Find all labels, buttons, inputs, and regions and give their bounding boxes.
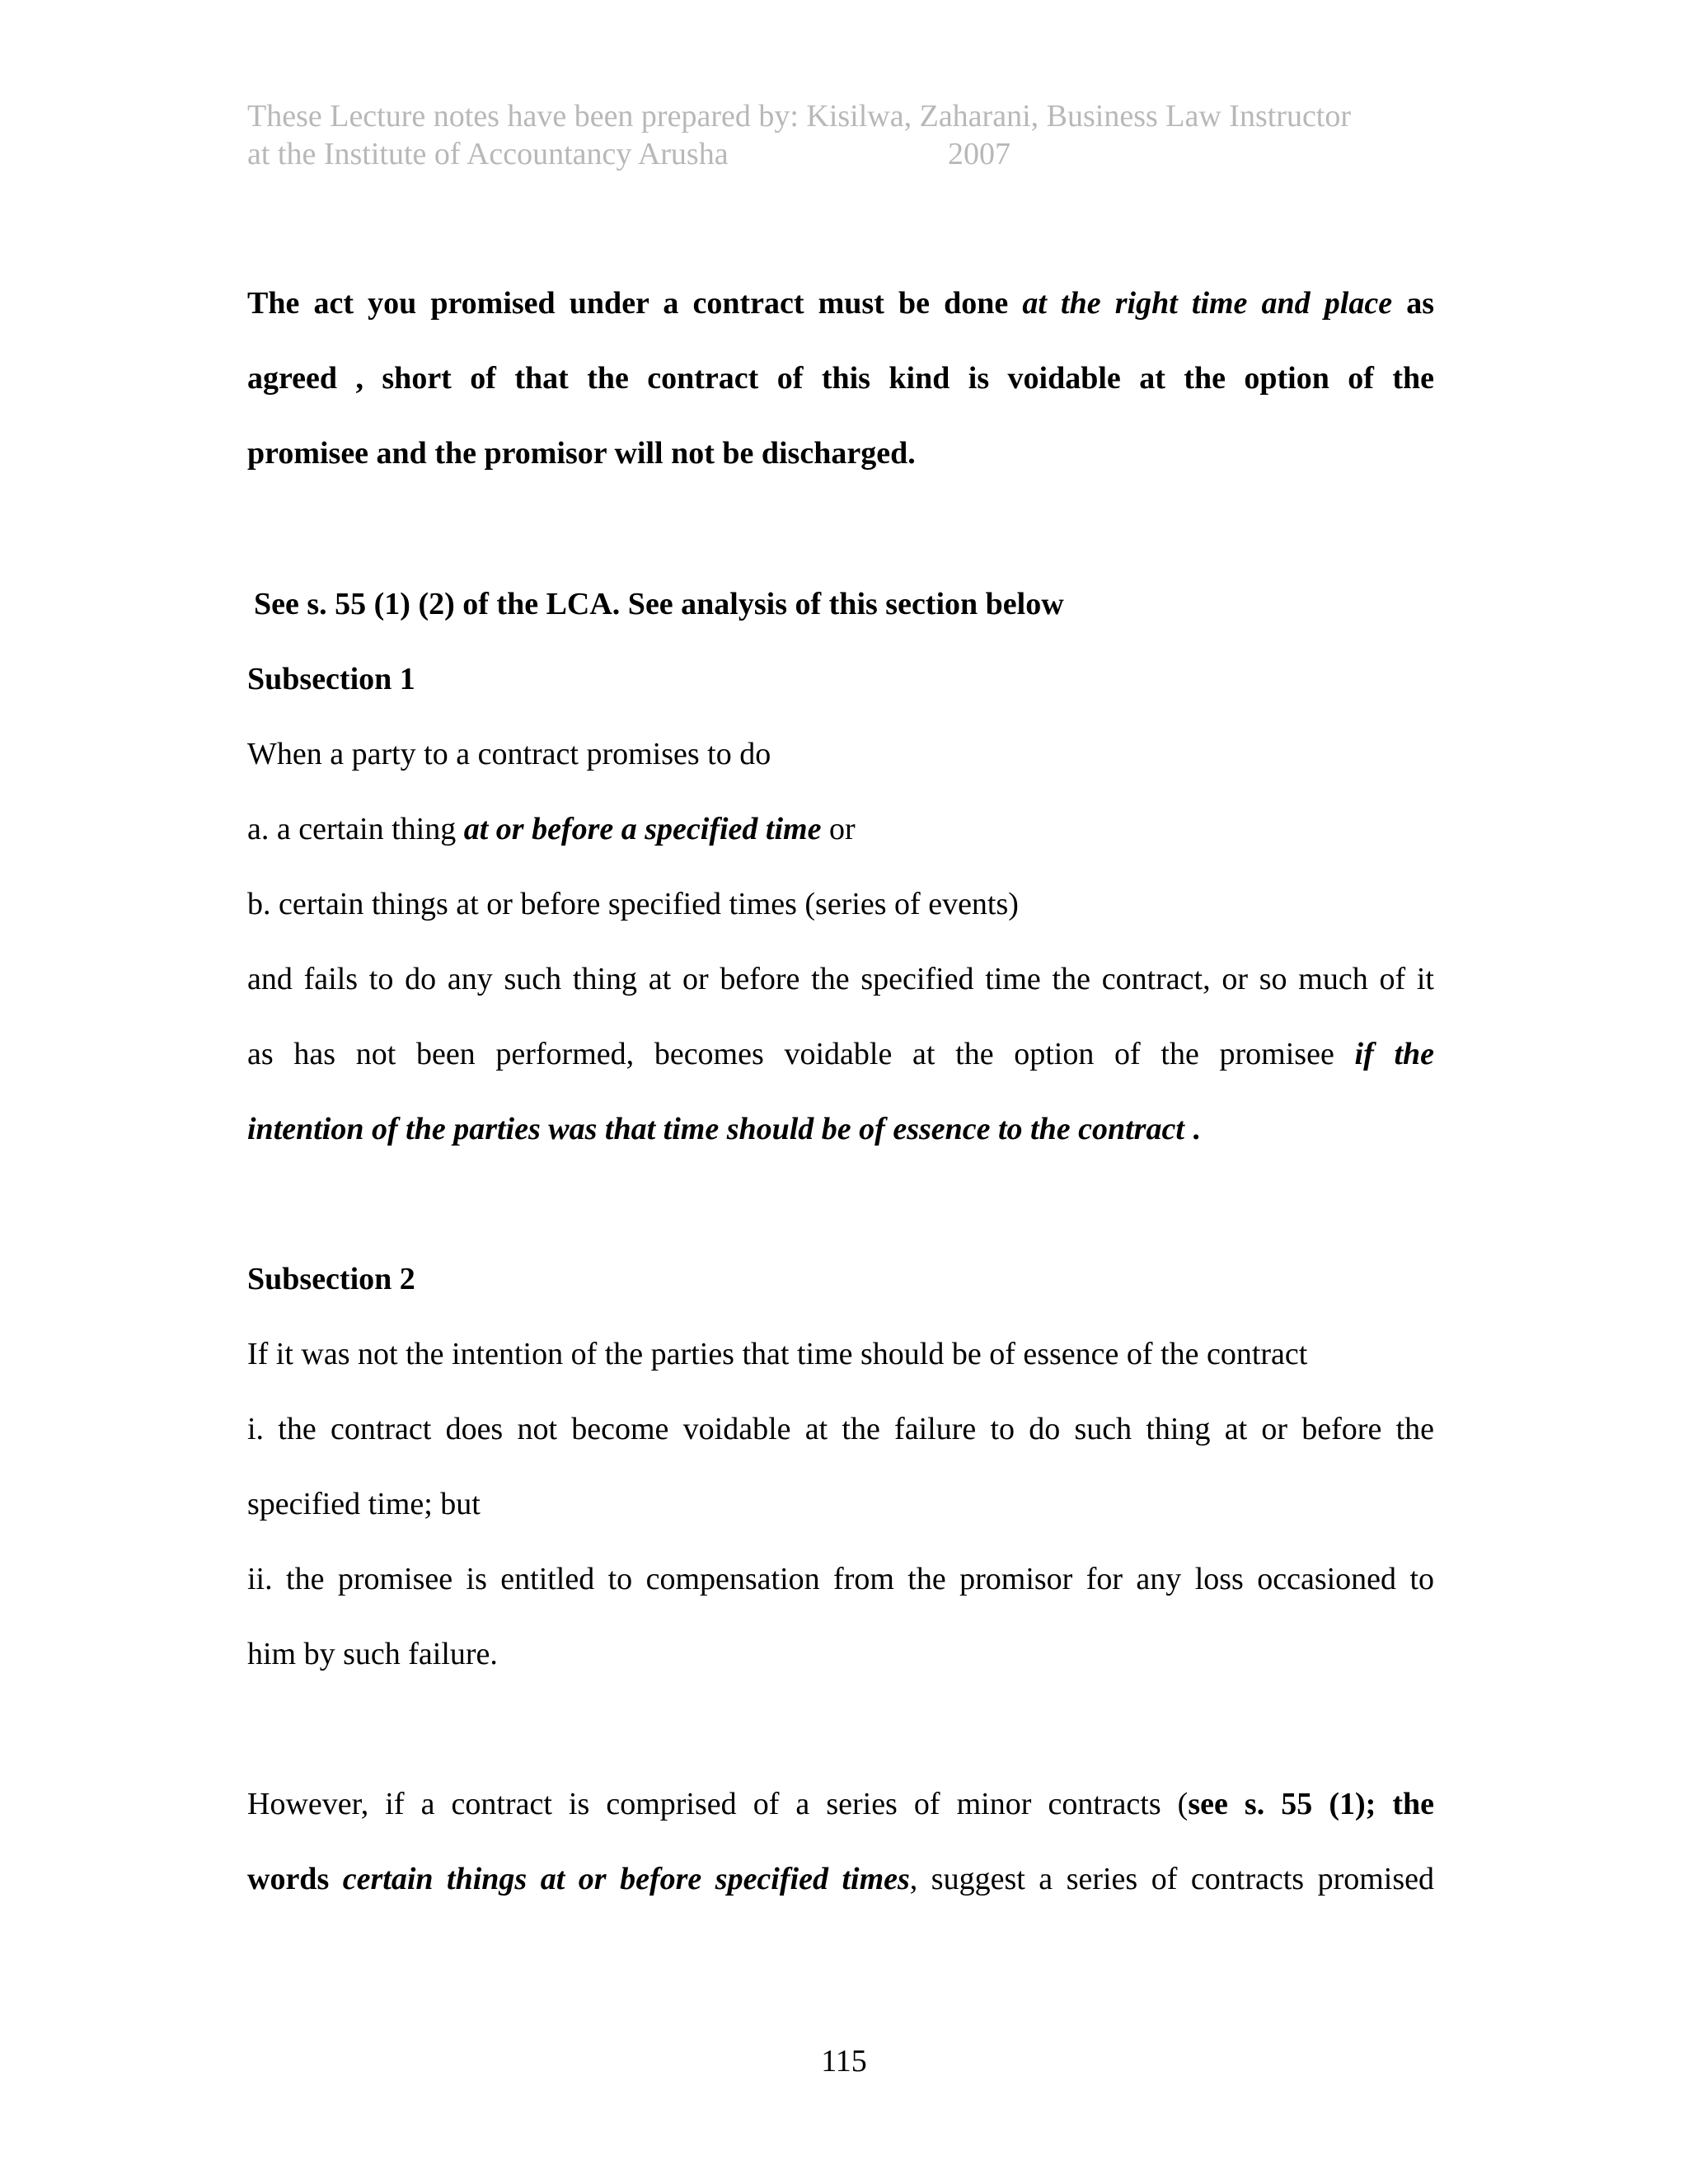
cond-period: . bbox=[1192, 1112, 1200, 1146]
see-section-line: See s. 55 (1) (2) of the LCA. See analysis of this section below bbox=[254, 587, 1064, 621]
subsection-2-item-i-line-2: specified time; but bbox=[247, 1487, 481, 1521]
item-a-text: a. a certain thing bbox=[247, 812, 457, 846]
however-tail: , suggest a series of contracts promised bbox=[909, 1862, 1434, 1896]
subsection-1-item-b: b. certain things at or before specified times (series of events) bbox=[247, 887, 1019, 921]
subsection-1-lead: When a party to a contract promises to do bbox=[247, 737, 771, 771]
intro-line-2: agreed , short of that the contract of this kind is voidable at the option of the bbox=[247, 361, 1434, 396]
intro-line-3: promisee and the promisor will not be discharged. bbox=[247, 436, 916, 471]
subsection-2-heading: Subsection 2 bbox=[247, 1262, 415, 1296]
subsection-1-heading: Subsection 1 bbox=[247, 662, 415, 696]
subsection-1-cond-line-2 bbox=[247, 1035, 1434, 1073]
subsection-2-lead: If it was not the intention of the parties that time should be of essence of the contract bbox=[247, 1337, 1308, 1371]
cond-text: as has not been performed, becomes voidable at the option of the promisee bbox=[247, 1037, 1334, 1071]
page-number: 115 bbox=[821, 2044, 867, 2079]
subsection-2-item-i-line-1: i. the contract does not become voidable at the failure to do such thing at or before the bbox=[247, 1412, 1434, 1446]
item-a-emphasis: at or before a specified time bbox=[463, 812, 822, 846]
however-line-2 bbox=[247, 1860, 1434, 1898]
item-a-or: or bbox=[828, 812, 856, 846]
header-institution: at the Institute of Accountancy Arusha bbox=[247, 137, 729, 171]
intro-text-c: as bbox=[1406, 286, 1435, 321]
however-words: words bbox=[247, 1862, 330, 1896]
however-emphasis: certain things at or before specified times bbox=[342, 1862, 910, 1896]
however-line-1 bbox=[247, 1785, 1434, 1823]
cond-emphasis-end: intention of the parties was that time should be of essence to the contract bbox=[247, 1112, 1184, 1146]
subsection-2-item-ii-line-1: ii. the promisee is entitled to compensation from the promisor for any loss occasioned to bbox=[247, 1562, 1434, 1596]
intro-emphasis: at the right time and place bbox=[1022, 286, 1393, 321]
subsection-1-item-a bbox=[247, 810, 1434, 848]
subsection-1-cond-line-3 bbox=[247, 1110, 1434, 1148]
intro-line-1 bbox=[247, 284, 1434, 322]
however-ref: see s. 55 (1); the bbox=[1188, 1787, 1434, 1821]
header-year: 2007 bbox=[948, 137, 1010, 171]
page-header bbox=[247, 97, 1442, 173]
cond-emphasis-start: if the bbox=[1354, 1037, 1434, 1071]
header-line-1: These Lecture notes have been prepared by: Kisilwa, Zaharani, Business Law Instructor bbox=[247, 99, 1352, 134]
subsection-2-item-ii-line-2: him by such failure. bbox=[247, 1637, 498, 1671]
however-text: However, if a contract is comprised of a series of minor contracts ( bbox=[247, 1787, 1189, 1821]
intro-text-a: The act you promised under a contract must be done bbox=[247, 286, 1009, 321]
subsection-1-cond-line-1: and fails to do any such thing at or before the specified time the contract, or so much of it bbox=[247, 962, 1434, 996]
header-line-2 bbox=[247, 135, 1442, 173]
